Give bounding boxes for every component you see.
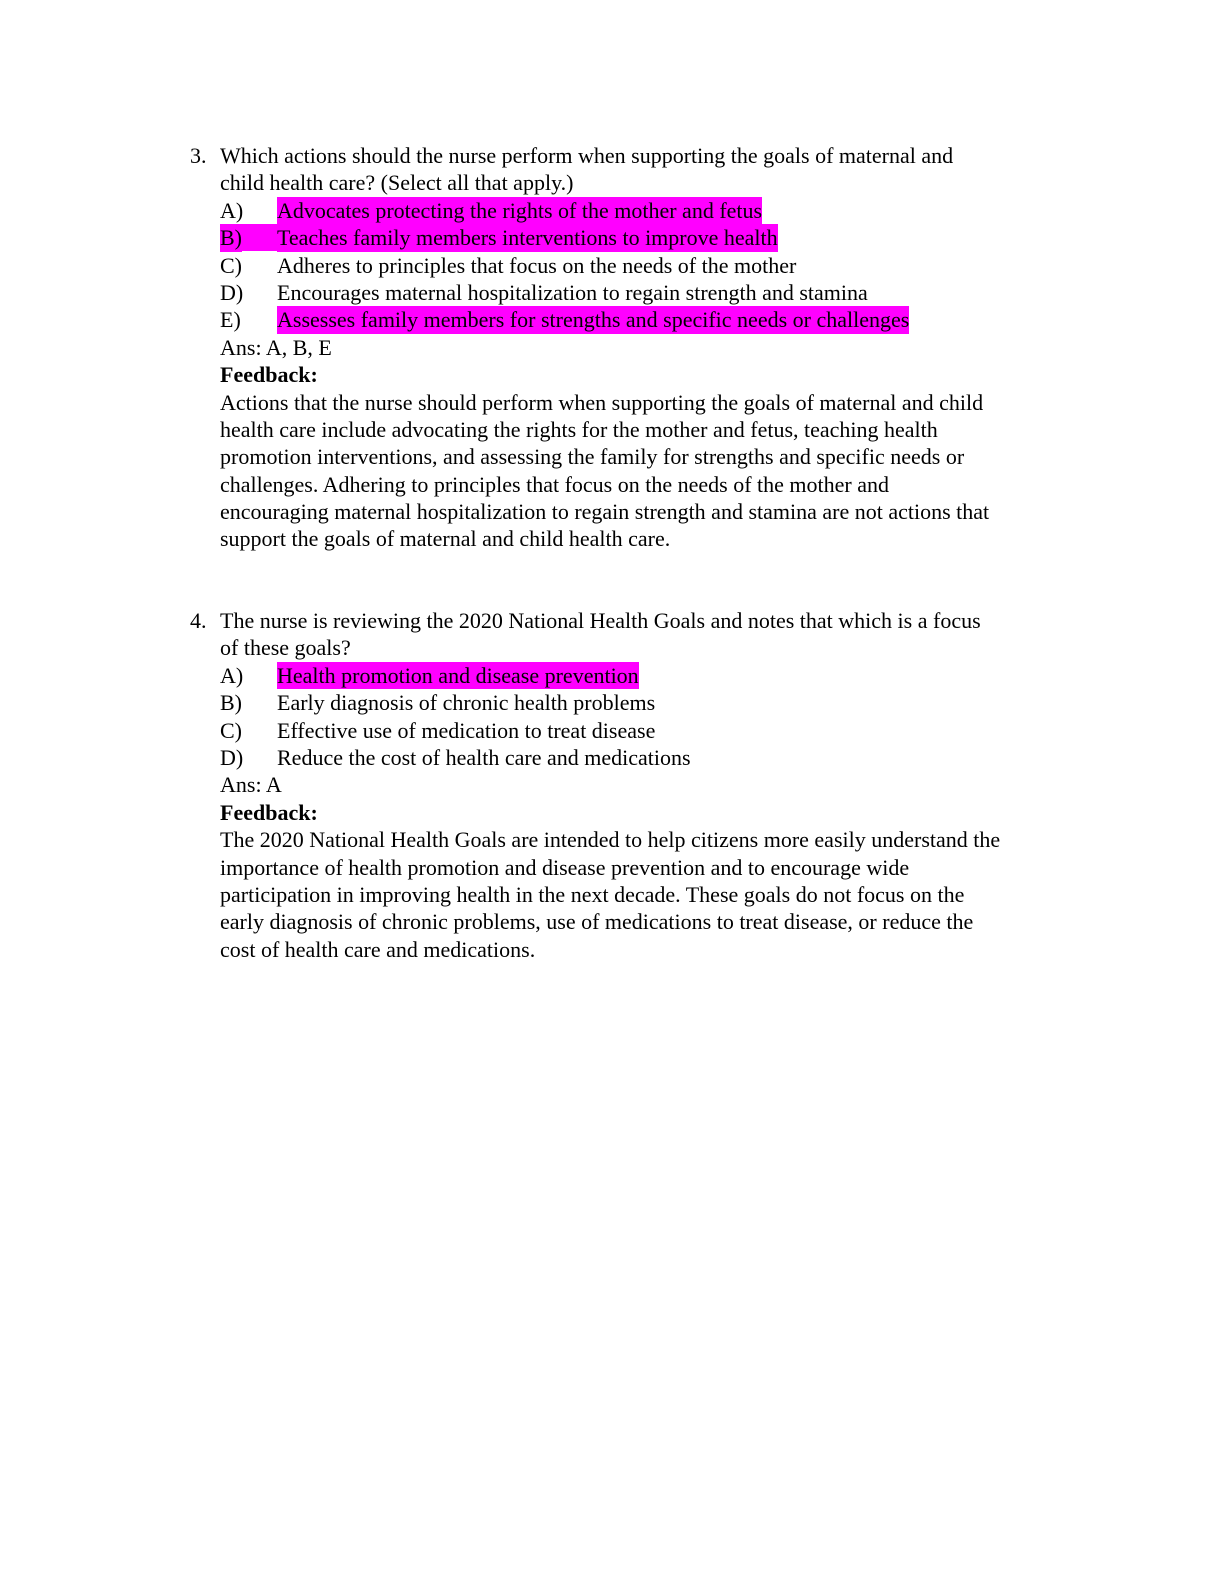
feedback-line bbox=[190, 826, 1090, 853]
answer-option bbox=[190, 252, 1090, 279]
feedback-line bbox=[190, 498, 1090, 525]
feedback-text: support the goals of maternal and child health care. bbox=[220, 526, 671, 552]
feedback-text: health care include advocating the rights for the mother and fetus, teaching health bbox=[220, 416, 938, 442]
answer-option bbox=[190, 224, 1090, 251]
answer-option bbox=[190, 689, 1090, 716]
option-label: A) bbox=[220, 197, 244, 223]
option-text: Reduce the cost of health care and medications bbox=[277, 744, 691, 770]
feedback-text: challenges. Adhering to principles that focus on the needs of the mother and bbox=[220, 471, 889, 497]
feedback-line bbox=[190, 881, 1090, 908]
option-label: B) bbox=[220, 690, 242, 716]
option-text: Early diagnosis of chronic health problems bbox=[277, 690, 656, 716]
feedback-line bbox=[190, 416, 1090, 443]
question-3 bbox=[190, 142, 1090, 553]
question-4 bbox=[190, 607, 1090, 963]
feedback-line bbox=[190, 525, 1090, 552]
feedback-text: early diagnosis of chronic problems, use of medications to treat disease, or reduce the bbox=[220, 909, 974, 935]
feedback-line bbox=[190, 471, 1090, 498]
feedback-text: Actions that the nurse should perform when supporting the goals of maternal and child bbox=[220, 389, 984, 415]
question-number: 3. bbox=[190, 143, 207, 168]
question-stem-line bbox=[190, 607, 1090, 634]
feedback-text: cost of health care and medications. bbox=[220, 936, 536, 962]
answer-option bbox=[190, 662, 1090, 689]
feedback-label: Feedback: bbox=[220, 362, 318, 388]
answer-option bbox=[190, 744, 1090, 771]
question-stem-text: child health care? (Select all that apply.) bbox=[220, 170, 574, 196]
answer-text: Ans: A bbox=[220, 772, 282, 798]
question-stem-line bbox=[190, 634, 1090, 661]
answer-option bbox=[190, 197, 1090, 224]
option-text: Encourages maternal hospitalization to regain strength and stamina bbox=[277, 279, 868, 305]
feedback-text: encouraging maternal hospitalization to regain strength and stamina are not actions that bbox=[220, 499, 990, 525]
option-text: Health promotion and disease prevention bbox=[277, 662, 639, 688]
feedback-line bbox=[190, 443, 1090, 470]
question-stem-text: The nurse is reviewing the 2020 National Health Goals and notes that which is a focus bbox=[220, 608, 981, 633]
option-text: Adheres to principles that focus on the needs of the mother bbox=[277, 252, 797, 278]
feedback-text: importance of health promotion and disease prevention and to encourage wide bbox=[220, 854, 910, 880]
option-text: Advocates protecting the rights of the mother and fetus bbox=[277, 197, 763, 223]
feedback-text: participation in improving health in the next decade. These goals do not focus on the bbox=[220, 881, 965, 907]
option-label: C) bbox=[220, 252, 242, 278]
question-stem-line bbox=[190, 169, 1090, 196]
feedback-line bbox=[190, 389, 1090, 416]
feedback-heading bbox=[190, 799, 1090, 826]
option-label: C) bbox=[220, 717, 242, 743]
option-text: Effective use of medication to treat disease bbox=[277, 717, 656, 743]
question-stem-text: Which actions should the nurse perform when supporting the goals of maternal and bbox=[220, 143, 954, 168]
option-label: D) bbox=[220, 744, 244, 770]
option-text: Assesses family members for strengths and specific needs or challenges bbox=[277, 307, 910, 333]
feedback-line bbox=[190, 854, 1090, 881]
feedback-text: The 2020 National Health Goals are intended to help citizens more easily understand the bbox=[220, 827, 1001, 853]
answer-line bbox=[190, 334, 1090, 361]
answer-option bbox=[190, 717, 1090, 744]
answer-line bbox=[190, 771, 1090, 798]
option-label: A) bbox=[220, 662, 244, 688]
answer-option bbox=[190, 306, 1090, 333]
question-stem-text: of these goals? bbox=[220, 635, 351, 661]
feedback-line bbox=[190, 908, 1090, 935]
question-number: 4. bbox=[190, 608, 207, 633]
option-label: B) bbox=[220, 225, 242, 251]
feedback-line bbox=[190, 936, 1090, 963]
option-label: D) bbox=[220, 279, 244, 305]
option-label: E) bbox=[220, 307, 241, 333]
feedback-label: Feedback: bbox=[220, 799, 318, 825]
answer-option bbox=[190, 279, 1090, 306]
answer-text: Ans: A, B, E bbox=[220, 334, 332, 360]
option-text: Teaches family members interventions to improve health bbox=[277, 225, 778, 251]
feedback-heading bbox=[190, 361, 1090, 388]
question-stem-line bbox=[190, 142, 1090, 169]
feedback-text: promotion interventions, and assessing the family for strengths and specific needs or bbox=[220, 444, 965, 470]
